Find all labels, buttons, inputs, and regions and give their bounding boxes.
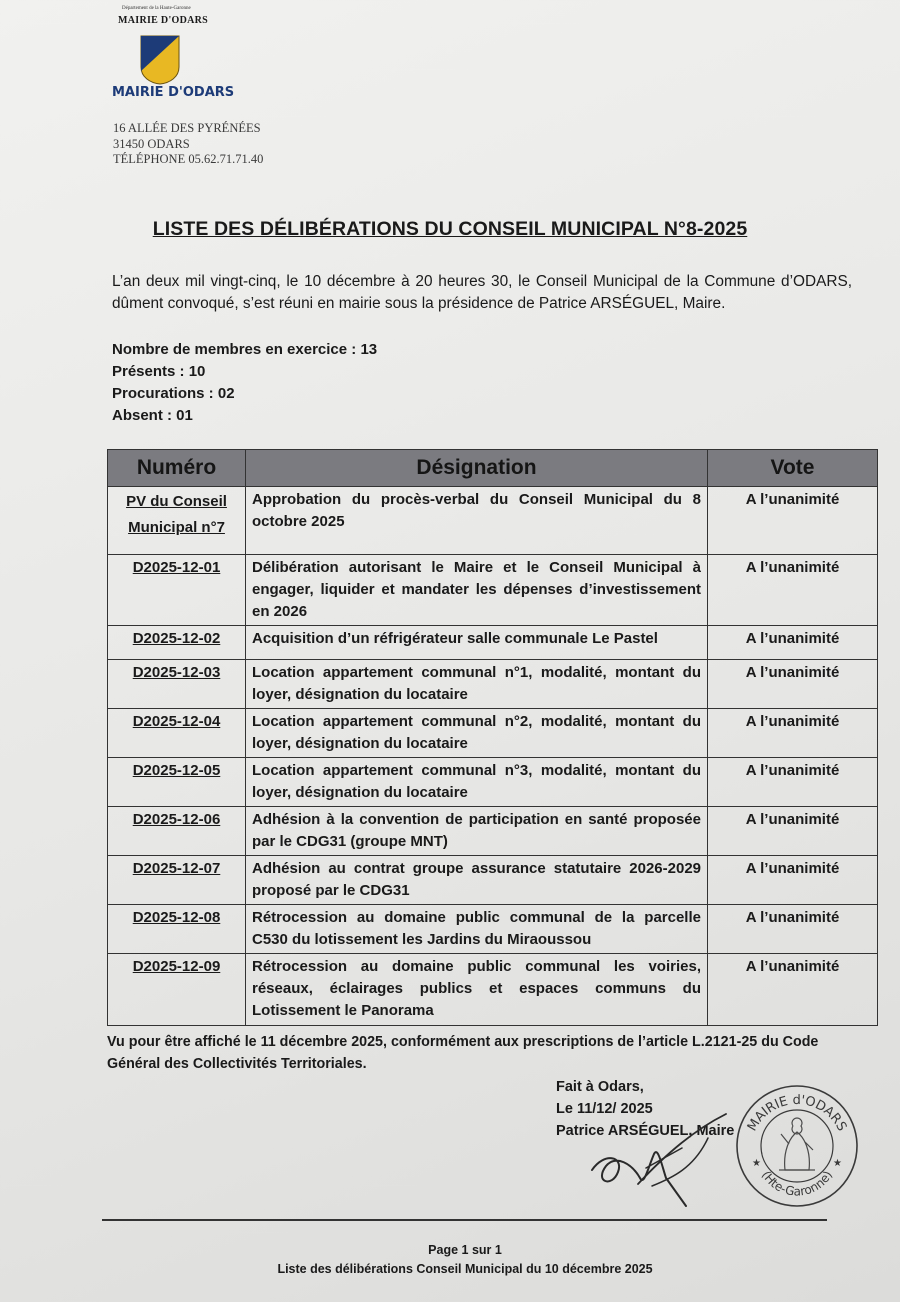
table-row: [108, 487, 878, 555]
row-designation: Acquisition d’un réfrigérateur salle communale Le Pastel: [246, 626, 708, 660]
mairie-address: [113, 121, 263, 168]
stat-members: Nombre de membres en exercice : 13: [112, 341, 378, 358]
mairie-small-heading: MAIRIE D'ODARS: [118, 15, 209, 26]
footer-caption: Liste des délibérations Conseil Municipal du 10 décembre 2025: [277, 1262, 653, 1276]
row-vote: A l’unanimité: [708, 905, 878, 954]
table-header-row: [108, 450, 878, 487]
row-numero: D2025-12-09: [108, 954, 246, 1026]
row-numero: D2025-12-06: [108, 807, 246, 856]
row-numero: D2025-12-08: [108, 905, 246, 954]
stamp-top-text: MAIRIE d'ODARS: [744, 1092, 850, 1134]
row-vote: A l’unanimité: [708, 660, 878, 709]
row-designation: Délibération autorisant le Maire et le Conseil Municipal à engager, liquider et mandater les dépenses d’investissement en 2026: [246, 555, 708, 626]
row-vote: A l’unanimité: [708, 807, 878, 856]
row-numero: D2025-12-04: [108, 709, 246, 758]
stat-absent: Absent : 01: [112, 407, 193, 424]
signature-place: Fait à Odars,: [556, 1079, 644, 1095]
stamp-bottom-text: (Hte-Garonne): [758, 1168, 836, 1199]
row-vote: A l’unanimité: [708, 758, 878, 807]
row-vote: A l’unanimité: [708, 487, 878, 555]
row-designation: Adhésion au contrat groupe assurance statutaire 2026-2029 proposé par le CDG31: [246, 856, 708, 905]
table-row: [108, 758, 878, 807]
posting-notice: Vu pour être affiché le 11 décembre 2025, conformément aux prescriptions de l’article L.2121-25 du Code Général des Collectivités Territoriales.: [107, 1034, 819, 1072]
handwritten-signature-icon: [582, 1108, 732, 1208]
stat-present: Présents : 10: [112, 363, 206, 380]
table-row: [108, 709, 878, 758]
row-designation: Approbation du procès-verbal du Conseil Municipal du 8 octobre 2025: [246, 487, 708, 555]
table-row: [108, 954, 878, 1026]
row-numero: D2025-12-03: [108, 660, 246, 709]
address-city: 31450 ODARS: [113, 136, 190, 151]
row-designation: Location appartement communal n°1, modalité, montant du loyer, désignation du locataire: [246, 660, 708, 709]
row-vote: A l’unanimité: [708, 954, 878, 1026]
header-vote: Vote: [708, 450, 878, 487]
row-vote: A l’unanimité: [708, 555, 878, 626]
row-designation: Rétrocession au domaine public communal de la parcelle C530 du lotissement les Jardins du Miraoussou: [246, 905, 708, 954]
row-vote: A l’unanimité: [708, 709, 878, 758]
footer-divider: [102, 1219, 827, 1221]
header-numero: Numéro: [108, 450, 246, 487]
svg-text:★: ★: [833, 1158, 842, 1169]
row-numero: D2025-12-01: [108, 555, 246, 626]
table-row: [108, 905, 878, 954]
signatory-name: Patrice ARSÉGUEL, Maire: [556, 1123, 735, 1139]
document-title: LISTE DES DÉLIBÉRATIONS DU CONSEIL MUNICIPAL N°8-2025: [152, 218, 748, 240]
stat-proxies: Procurations : 02: [112, 385, 235, 402]
row-vote: A l’unanimité: [708, 856, 878, 905]
municipal-stamp-icon: [733, 1082, 861, 1210]
row-numero: PV du Conseil Municipal n°7: [108, 487, 246, 555]
coat-of-arms-icon: [140, 35, 180, 85]
table-row: [108, 555, 878, 626]
row-designation: Location appartement communal n°3, modalité, montant du loyer, désignation du locataire: [246, 758, 708, 807]
address-phone: TÉLÉPHONE 05.62.71.71.40: [113, 152, 264, 166]
deliberations-table: [107, 449, 878, 1026]
table-row: [108, 856, 878, 905]
row-designation: Adhésion à la convention de participation en santé proposée par le CDG31 (groupe MNT): [246, 807, 708, 856]
row-numero: D2025-12-05: [108, 758, 246, 807]
row-numero: D2025-12-07: [108, 856, 246, 905]
table-row: [108, 660, 878, 709]
page-number: Page 1 sur 1: [428, 1243, 502, 1257]
address-street: 16 ALLÉE DES PYRÉNÉES: [113, 121, 261, 135]
header-designation: Désignation: [246, 450, 708, 487]
row-designation: Location appartement communal n°2, modalité, montant du loyer, désignation du locataire: [246, 709, 708, 758]
row-vote: A l’unanimité: [708, 626, 878, 660]
signature-date: Le 11/12/ 2025: [556, 1101, 653, 1117]
intro-paragraph: L’an deux mil vingt-cinq, le 10 décembre à 20 heures 30, le Conseil Municipal de la Commune d’ODARS, dûment convoqué, s’est réuni en mairie sous la présidence de Patrice ARSÉGUEL, Maire.: [112, 273, 852, 312]
svg-text:★: ★: [752, 1158, 761, 1169]
attendance-stats: [112, 339, 377, 427]
row-numero: D2025-12-02: [108, 626, 246, 660]
svg-text:(Hte-Garonne): [759, 1168, 835, 1198]
table-row: [108, 807, 878, 856]
department-line: Département de la Haute-Garonne: [122, 6, 191, 11]
table-row: [108, 626, 878, 660]
mairie-logo-text: MAIRIE D'ODARS: [112, 85, 235, 100]
row-designation: Rétrocession au domaine public communal les voiries, réseaux, éclairages publics et espaces communs du Lotissement le Panorama: [246, 954, 708, 1026]
